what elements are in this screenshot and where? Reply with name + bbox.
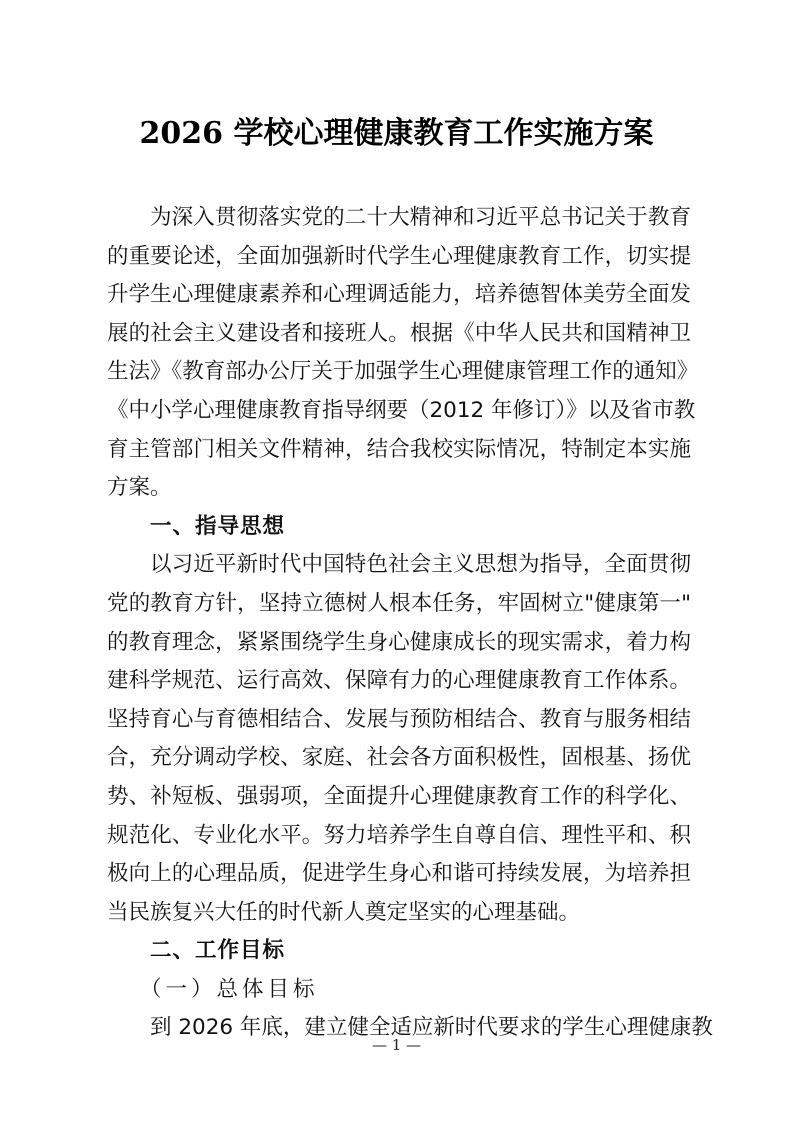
- body-line: 育主管部门相关文件精神，结合我校实际情况，特制定本实施: [107, 436, 691, 462]
- body-line: 《中小学心理健康教育指导纲要（2012 年修订）》以及省市教: [107, 397, 696, 423]
- page-number: — 1 —: [371, 1036, 422, 1054]
- body-line: 为深入贯彻落实党的二十大精神和习近平总书记关于教育: [150, 205, 691, 230]
- body-line: 建科学规范、运行高效、保障有力的心理健康教育工作体系。: [107, 668, 691, 694]
- document-body: [107, 199, 713, 1048]
- body-line: 到 2026 年底，建立健全适应新时代要求的学生心理健康教: [150, 1015, 713, 1041]
- body-line: 以习近平新时代中国特色社会主义思想为指导，全面贯彻: [150, 552, 691, 578]
- body-line: 规范化、专业化水平。努力培养学生自尊自信、理性平和、积: [107, 822, 691, 848]
- body-line: 当民族复兴大任的时代新人奠定坚实的心理基础。: [107, 899, 581, 925]
- body-line: 党的教育方针，坚持立德树人根本任务，牢固树立"健康第一": [107, 590, 691, 616]
- body-line: 方案。: [107, 475, 172, 501]
- document-title: 2026 学校心理健康教育工作实施方案: [139, 116, 654, 151]
- body-line: 的教育理念，紧紧围绕学生身心健康成长的现实需求，着力构: [107, 629, 691, 655]
- body-line: 极向上的心理品质，促进学生身心和谐可持续发展，为培养担: [107, 861, 691, 887]
- body-line: 展的社会主义建设者和接班人。根据《中华人民共和国精神卫: [107, 320, 691, 346]
- body-line: 生法》《教育部办公厅关于加强学生心理健康管理工作的通知》: [107, 359, 699, 385]
- body-line: 升学生心理健康素养和心理调适能力，培养德智体美劳全面发: [107, 282, 691, 308]
- body-line: 势、补短板、强弱项，全面提升心理健康教育工作的科学化、: [107, 783, 691, 809]
- section-heading-guiding-ideology: 一、指导思想: [150, 513, 286, 539]
- body-line: 合，充分调动学校、家庭、社会各方面积极性，固根基、扬优: [107, 745, 691, 771]
- subsection-heading-overall-goal: （一）总体目标: [140, 976, 319, 1002]
- body-line: 坚持育心与育德相结合、发展与预防相结合、教育与服务相结: [107, 706, 691, 732]
- body-line: 的重要论述，全面加强新时代学生心理健康教育工作，切实提: [107, 243, 691, 269]
- section-heading-work-goals: 二、工作目标: [150, 938, 286, 964]
